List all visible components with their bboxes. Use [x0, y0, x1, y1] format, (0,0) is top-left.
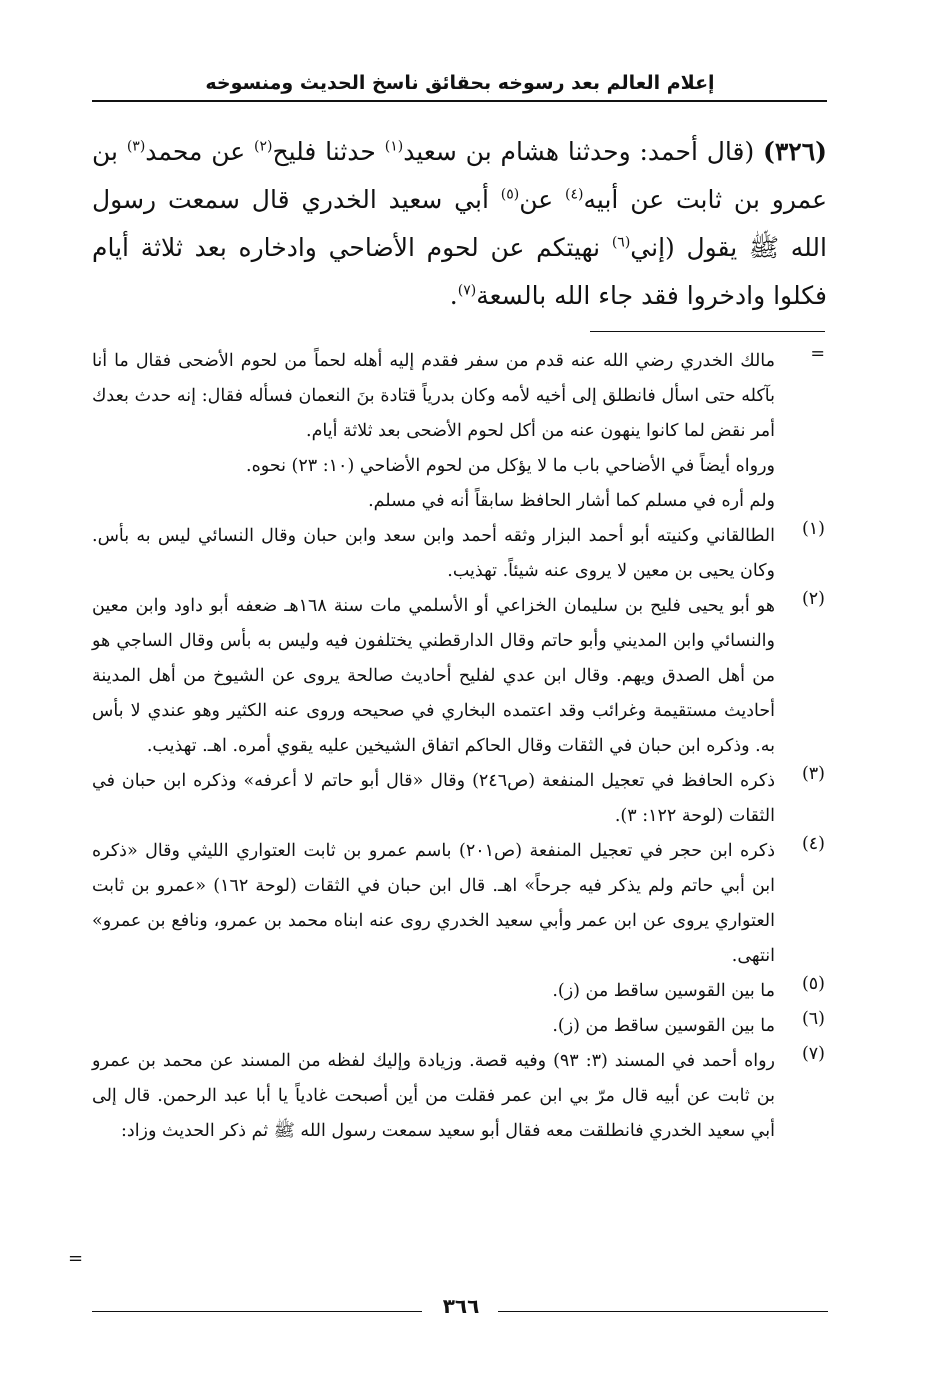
footnote-text: رواه أحمد في المسند (٣: ٩٣) وفيه قصة. وزيادة وإليك لفظه من المسند عن محمد بن عمرو بن ثابت عن أبيه قال مرّ بي ابن عمر فقلت من أين أصبحت غادياً يا أبا عبد الرحمن. قال إلى أبي سعيد الخدري فانطلقت معه فقال أبو سعيد سمعت رسول الله ﷺ ثم ذكر الحديث وزاد:: [92, 1051, 775, 1141]
footnote-item: [92, 974, 827, 1009]
footnote-text: ذكره ابن حجر في تعجيل المنفعة (ص٢٠١) باسم عمرو بن ثابت العتواري الليثي وقال «ذكره ابن أبي حاتم ولم يذكر فيه جرحاً» اهـ. قال ابن حبان في الثقات (لوحة ١٦٢) «عمرو بن ثابت العتواري يروى عن ابن عمر وأبي سعيد الخدري روى عنه ابناه محمد بن عمرو، ونافع بن عمرو» انتهى.: [92, 841, 776, 966]
footnotes-section: [92, 344, 827, 1149]
main-text-segment: عن محمد: [145, 137, 254, 166]
main-text-segment: بن عمرو بن ثابت عن أبيه: [92, 137, 827, 214]
hadith-paragraph: [92, 128, 827, 320]
footnote-label: (١): [801, 519, 825, 539]
footnote-item: [92, 1009, 827, 1044]
main-text-segment: .: [449, 281, 458, 310]
footnote-label: (٧): [801, 1044, 825, 1064]
footnote-item: [92, 1044, 827, 1149]
main-text-segment: نهيتكم عن لحوم الأضاحي وادخاره بعد ثلاثة أيام فكلوا وادخروا فقد جاء الله بالسعة: [92, 233, 827, 310]
footnote-label: (٢): [801, 589, 825, 609]
footer-rule: [498, 1311, 828, 1312]
footnote-ref[interactable]: (٧): [457, 282, 477, 299]
footnote-text: ورواه أيضاً في الأضاحي باب ما لا يؤكل من لحوم الأضاحي (١٠: ٢٣) نحوه.: [246, 456, 775, 476]
footnote-text: هو أبو يحيى فليح بن سليمان الخزاعي أو الأسلمي مات سنة ١٦٨هـ ضعفه أبو داود وابن معين والنسائي وابن المديني وأبو حاتم وقال الدارقطني يختلفون فيه وليس به بأس وقال الساجي هو من أهل الصدق ويهم. وقال ابن عدي لفليح أحاديث صالحة يروى عن الشيوخ من أهل المدينة أحاديث مستقيمة وغرائب وقد اعتمده البخاري في صحيحه وروى عنه الكثير وهو عندي لا بأس به. وذكره ابن حبان في الثقات وقال الحاكم اتفاق الشيخين عليه يقوي أمره. اهـ. تهذيب.: [92, 596, 776, 756]
continuation-marker: =: [810, 344, 825, 364]
footnote-item: [92, 589, 827, 764]
footnote-label: (٦): [801, 1009, 825, 1029]
footnote-ref[interactable]: (١): [384, 138, 404, 155]
footnote-label: (٣): [801, 764, 825, 784]
main-text-segment: حدثنا فليح: [272, 137, 385, 166]
footnote-text: ما بين القوسين ساقط من (ز).: [552, 981, 775, 1001]
footnote-separator: [590, 331, 825, 332]
header-rule: [92, 100, 827, 102]
main-text-segment: أبي سعيد الخدري قال سمعت رسول الله ﷺ يقول (إني: [92, 185, 827, 262]
hadith-number: (٣٢٦): [763, 137, 828, 166]
footnote-text: ولم أره في مسلم كما أشار الحافظ سابقاً أنه في مسلم.: [368, 491, 775, 511]
footnote-item: [92, 764, 827, 834]
main-text-segment: عن: [519, 185, 566, 214]
footnote-ref[interactable]: (٢): [253, 138, 273, 155]
footnote-text: الطالقاني وكنيته أبو أحمد البزار وثقه أحمد وابن سعد وابن حبان وقال النسائي ليس به بأس. وكان يحيى بن معين لا يروى عنه شيئاً. تهذيب.: [92, 526, 775, 581]
footnote-ref[interactable]: (٣): [126, 138, 146, 155]
running-header: إعلام العالم بعد رسوخه بحقائق ناسخ الحديث ومنسوخه: [205, 72, 715, 94]
page-number: ٣٦٦: [442, 1294, 480, 1318]
footnote-label: (٤): [801, 834, 825, 854]
footnote-item: [92, 519, 827, 589]
footnote-ref[interactable]: (٦): [611, 234, 631, 251]
main-text-segment: (قال أحمد: وحدثنا هشام بن سعيد: [403, 137, 764, 166]
continues-marker: =: [68, 1248, 84, 1269]
footnote-ref[interactable]: (٥): [500, 186, 520, 203]
footnote-text: مالك الخدري رضي الله عنه قدم من سفر فقدم إليه أهله لحماً من لحوم الأضحى فقال ما أنا بآكله حتى اسأل فانطلق إلى أخيه لأمه وكان بدرياً قتادة بنَ النعمان فسأله فقال: إنه حدث بعدك أمر نقض لما كانوا ينهون عنه من أكل لحوم الأضحى بعد ثلاثة أيام.: [92, 351, 775, 441]
footnote-text: ما بين القوسين ساقط من (ز).: [552, 1016, 775, 1036]
footnote-text: ذكره الحافظ في تعجيل المنفعة (ص٢٤٦) وقال «قال أبو حاتم لا أعرفه» وذكره ابن حبان في الثقات (لوحة ١٢٢: ٣).: [92, 771, 775, 826]
footnote-label: (٥): [801, 974, 825, 994]
footnote-continuation: [92, 344, 827, 449]
footnote-ref[interactable]: (٤): [565, 186, 584, 203]
footer-rule: [92, 1311, 422, 1312]
footnote-item: [92, 834, 827, 974]
